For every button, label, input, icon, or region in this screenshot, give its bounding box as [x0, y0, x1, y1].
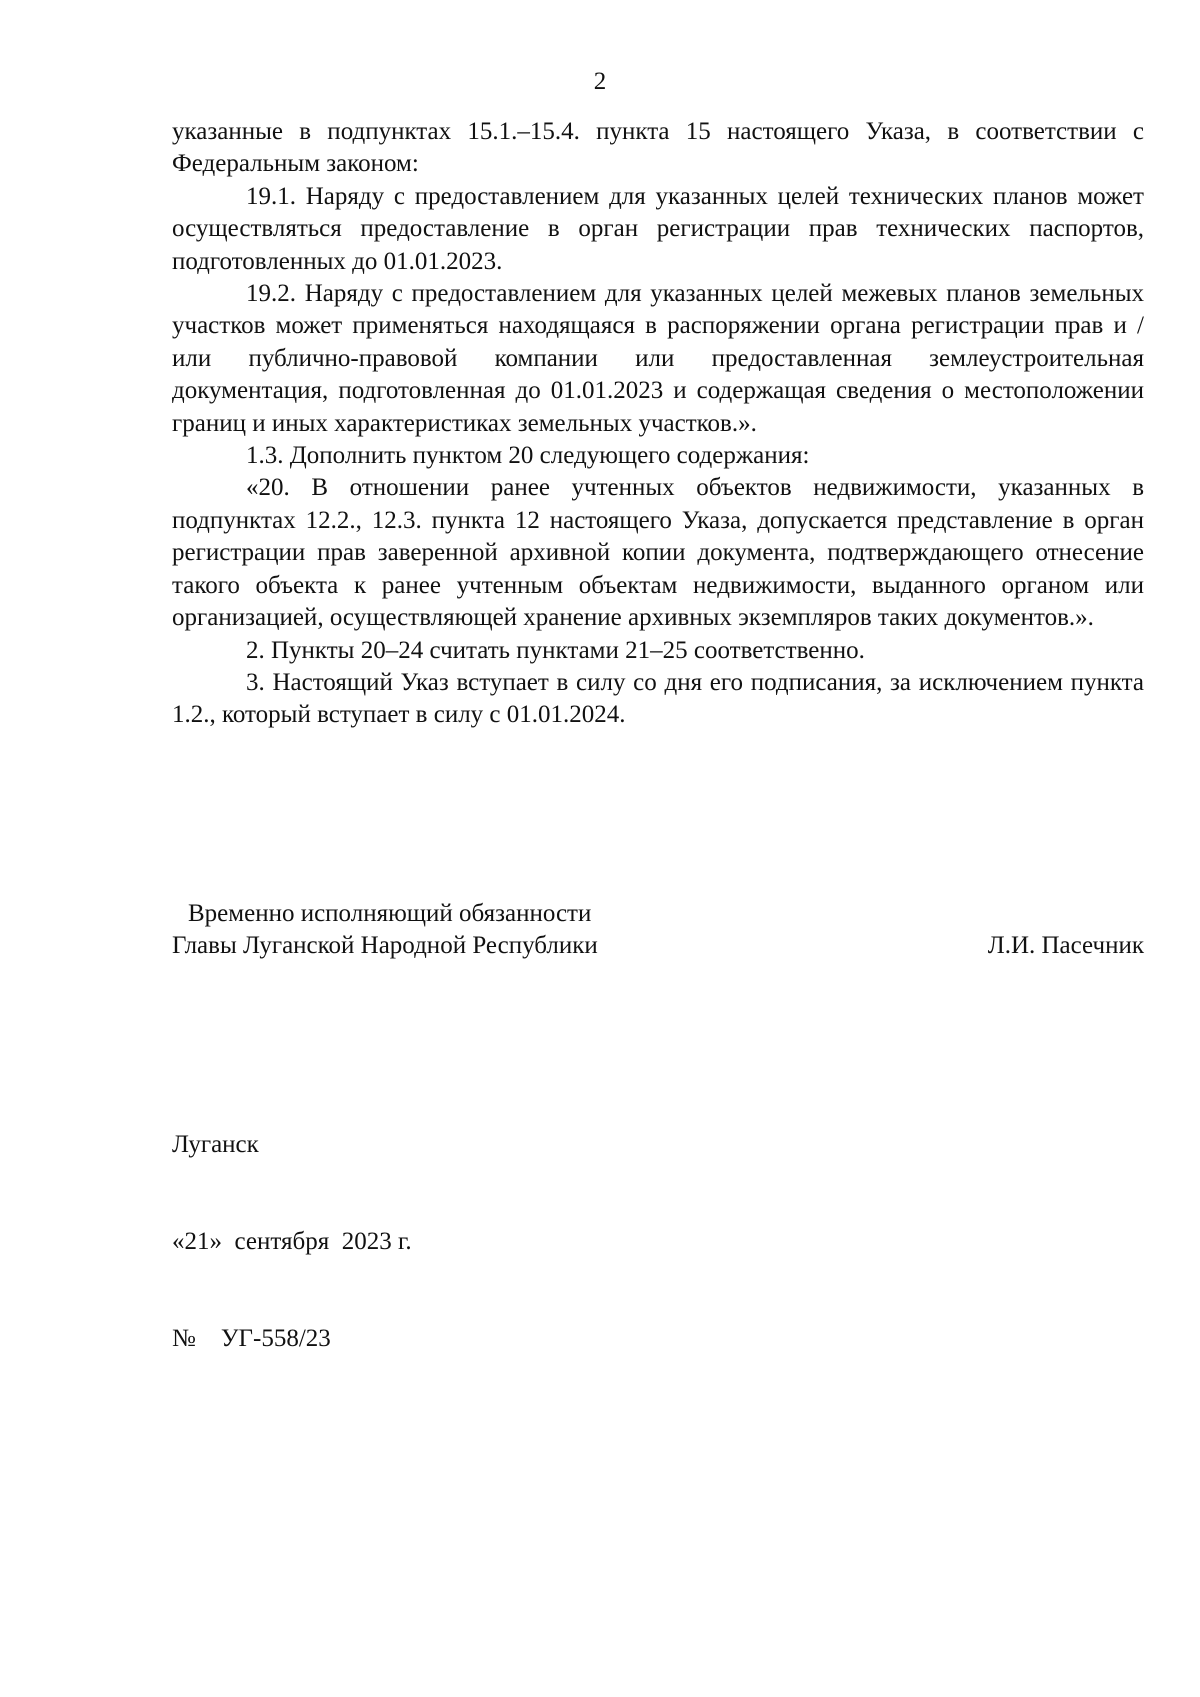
signatory-name: Л.И. Пасечник	[987, 932, 1144, 960]
place: Луганск	[172, 1130, 259, 1158]
paragraph-intro: указанные в подпунктах 15.1.–15.4. пункта 15 настоящего Указа, в соответствии с Федеральным законом:	[172, 118, 1144, 178]
paragraph-19-2: 19.2. Наряду с предоставлением для указанных целей межевых планов земельных участков может применяться находящаяся в распоряжении органа регистрации прав и / или публично-правовой компании или предоставленная землеустроительная документация, подготовленная до 01.01.2023 и содержащая сведения о местоположении границ и иных характеристиках земельных участков.».	[172, 280, 1144, 437]
paragraph-20: «20. В отношении ранее учтенных объектов недвижимости, указанных в подпунктах 12.2., 12.3. пункта 12 настоящего Указа, допускается представление в орган регистрации прав заверенной архивной копии документа, подтверждающего отнесение такого объекта к ранее учтенным объектам недвижимости, выданного органом или организацией, осуществляющей хранение архивных экземпляров таких документов.».	[172, 474, 1144, 632]
paragraph-19-1: 19.1. Наряду с предоставлением для указанных целей технических планов может осуществляться предоставление в орган регистрации прав технических паспортов, подготовленных до 01.01.2023.	[172, 182, 1144, 275]
paragraph-1-3: 1.3. Дополнить пунктом 20 следующего содержания:	[246, 442, 810, 470]
signature-block	[172, 898, 1144, 963]
signatory-position-line1: Временно исполняющий обязанности	[188, 900, 592, 927]
document-number: № УГ-558/23	[172, 1325, 331, 1353]
place-date-block	[172, 1064, 412, 1388]
document-body	[172, 116, 1144, 732]
page-number: 2	[593, 68, 607, 95]
paragraph-3: 3. Настоящий Указ вступает в силу со дня его подписания, за исключением пункта 1.2., который вступает в силу с 01.01.2024.	[172, 668, 1144, 729]
signatory-position-text: Главы Луганской Народной Республики	[172, 932, 598, 960]
document-date: «21» сентября 2023 г.	[172, 1228, 412, 1256]
signatory-position-line2	[172, 930, 1144, 962]
paragraph-2: 2. Пункты 20–24 считать пунктами 21–25 соответственно.	[246, 636, 865, 664]
